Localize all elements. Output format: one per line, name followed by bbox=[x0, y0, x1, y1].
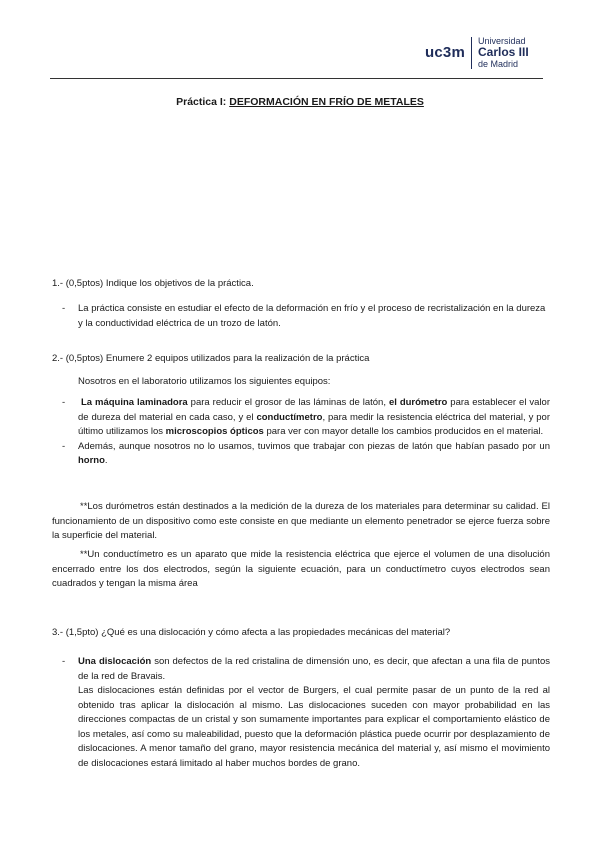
question-3-text: 3.- (1,5pto) ¿Qué es una dislocación y cómo afecta a las propiedades mecánicas del material? bbox=[52, 627, 451, 638]
answer-1-text: La práctica consiste en estudiar el efecto de la deformación en frío y el proceso de recristalización en la dureza y la conductividad eléctrica de un trozo de latón. bbox=[78, 303, 546, 329]
logo-university-name bbox=[478, 36, 529, 69]
term-dislocacion: Una dislocación bbox=[78, 656, 152, 667]
text-run: para reducir el grosor de las láminas de latón, bbox=[187, 397, 389, 408]
question-2-text: 2.- (0,5ptos) Enumere 2 equipos utilizados para la realización de la práctica bbox=[52, 353, 370, 364]
text-run: . bbox=[104, 455, 108, 466]
text-run: son defectos de la red cristalina de dimensión uno, es decir, que afectan a una fila de puntos de la red de Bravais. bbox=[78, 656, 550, 682]
list-item bbox=[52, 302, 550, 331]
bullet-dash: - bbox=[62, 303, 66, 314]
bullet-dash: - bbox=[62, 397, 66, 408]
term-microscopios: microscopios ópticos bbox=[165, 426, 264, 437]
list-item-text bbox=[78, 655, 550, 684]
question-2-list bbox=[52, 396, 550, 469]
question-3 bbox=[52, 626, 550, 641]
title-main: DEFORMACIÓN EN FRÍO DE METALES bbox=[229, 96, 424, 108]
logo-line-2: Carlos III bbox=[478, 45, 529, 59]
text-run: Además, aunque nosotros no lo usamos, tuvimos que trabajar con piezas de latón que habían pasado por un bbox=[78, 440, 550, 452]
list-item-text bbox=[78, 396, 550, 440]
list-item bbox=[52, 396, 550, 440]
page-title bbox=[0, 96, 600, 108]
question-1 bbox=[52, 277, 550, 292]
indent-spacer bbox=[52, 684, 78, 771]
term-horno: horno bbox=[78, 455, 105, 466]
answer-3-paragraph: Las dislocaciones están definidas por el vector de Burgers, el cual permite pasar de un punto de la red al obtenido tras aplicar la dislocación al mismo. Las dislocaciones suceden con mayor probabilidad en las direcciones compactas de un cristal y son sumamente importantes para explicar el comportamiento elástico de los metales, así como su maleabilidad, puesto que la deformación plástica puede ocurrir por desplazamiento de dislocaciones. A menor tamaño del grano, mayor resistencia mecánica del material y, así mismo el movimiento de dislocaciones estará limitado al haber muchos bordes de grano. bbox=[78, 685, 550, 769]
note-conductimetro: **Un conductímetro es un aparato que mide la resistencia eléctrica que ejerce el volumen de una disolución encerrado entre los dos electrodos, según la siguiente ecuación, para un conductímetro cuyos electrodos sean cuadrados y tengan la misma área bbox=[52, 549, 550, 589]
term-laminadora: La máquina laminadora bbox=[80, 397, 188, 408]
text-run: para establecer el valor de dureza del material en cada caso, y el bbox=[78, 397, 550, 423]
text-run: , para medir la resistencia eléctrica del material, y por último utilizamos los bbox=[78, 411, 550, 437]
question-1-answer bbox=[52, 302, 550, 331]
text-run: para ver con mayor detalle los cambios producidos en el material. bbox=[263, 426, 544, 437]
term-durometro: el durómetro bbox=[388, 397, 448, 408]
question-3-answer bbox=[52, 655, 550, 771]
term-conductimetro: conductímetro bbox=[256, 411, 323, 423]
question-2 bbox=[52, 352, 550, 367]
logo-uc3m: uc3m bbox=[425, 44, 465, 61]
university-logo bbox=[425, 36, 529, 69]
bullet-dash: - bbox=[62, 440, 66, 452]
logo-line-1: Universidad bbox=[478, 36, 526, 46]
logo-divider bbox=[471, 37, 472, 69]
question-1-text: 1.- (0,5ptos) Indique los objetivos de la práctica. bbox=[52, 278, 254, 289]
bullet-dash: - bbox=[62, 656, 66, 667]
paragraph bbox=[52, 684, 550, 771]
title-prefix: Práctica I: bbox=[176, 96, 230, 108]
header-rule bbox=[50, 78, 543, 79]
logo-line-3: de Madrid bbox=[478, 59, 519, 69]
list-item-text bbox=[78, 440, 550, 469]
question-2-intro: Nosotros en el laboratorio utilizamos los siguientes equipos: bbox=[78, 376, 331, 387]
list-item bbox=[52, 440, 550, 469]
note-durometro: **Los durómetros están destinados a la medición de la dureza de los materiales para determinar su calidad. El funcionamiento de un dispositivo como este consiste en que mediante un elemento penetrador se ejerce fuerza sobre la superficie del material. bbox=[52, 501, 550, 541]
list-item bbox=[52, 655, 550, 684]
